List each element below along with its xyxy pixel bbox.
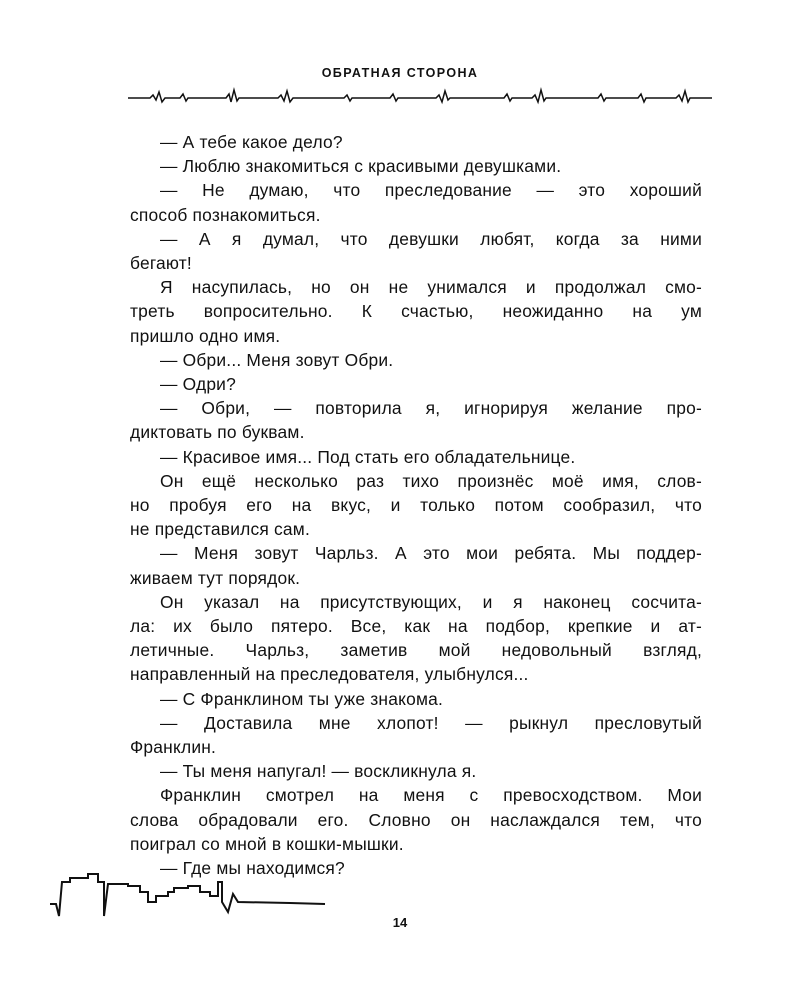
text-line: летичные. Чарльз, заметив мой недовольный взгляд, [130, 640, 702, 661]
text-line: — Доставила мне хлопот! — рыкнул пресловутый [160, 712, 702, 733]
text-line: — Не думаю, что преследование — это хороший [160, 180, 702, 201]
text-line: — Меня зовут Чарльз. А это мои ребята. Мы поддер- [160, 543, 702, 564]
text-line: поиграл со мной в кошки-мышки. [130, 833, 404, 854]
text-line: — А я думал, что девушки любят, когда за ними [160, 228, 702, 249]
text-line: треть вопросительно. К счастью, неожиданно на ум [130, 301, 702, 322]
text-line: — Красивое имя... Под стать его обладательнице. [160, 446, 576, 467]
text-line: Я насупилась, но он не унимался и продолжал смо- [160, 277, 702, 298]
text-line: живаем тут порядок. [130, 567, 301, 588]
text-line: слова обрадовали его. Словно он наслаждался тем, что [130, 809, 702, 830]
text-line: — Где мы находимся? [160, 858, 345, 879]
text-line: — Одри? [160, 374, 236, 395]
text-line: — С Франклином ты уже знакома. [160, 688, 444, 709]
text-line: Франклин. [130, 737, 217, 758]
text-line: — Обри... Меня зовут Обри. [160, 349, 394, 370]
page-number: 14 [392, 915, 408, 930]
text-line: способ познакомиться. [130, 204, 321, 225]
text-line: не представился сам. [130, 519, 310, 540]
text-line: диктовать по буквам. [130, 422, 305, 443]
text-line: но пробуя его на вкус, и только потом сообразил, что [130, 495, 702, 516]
text-line: пришло одно имя. [130, 325, 281, 346]
text-line: — А тебе какое дело? [160, 132, 343, 152]
text-line: — Ты меня напугал! — воскликнула я. [160, 761, 477, 782]
text-line: — Обри, — повторила я, игнорируя желание про- [160, 398, 702, 419]
text-line: Франклин смотрел на меня с превосходством. Мои [160, 785, 702, 806]
text-line: бегают! [130, 253, 192, 274]
text-line: Он указал на присутствующих, и я наконец сосчита- [160, 591, 702, 612]
text-line: — Люблю знакомиться с красивыми девушками. [160, 156, 562, 177]
text-line: Он ещё несколько раз тихо произнёс моё имя, слов- [160, 470, 702, 491]
body-text [130, 130, 702, 880]
running-header-title: ОБРАТНАЯ СТОРОНА [321, 66, 479, 80]
header-heartbeat-line [128, 86, 712, 110]
text-line: направленный на преследователя, улыбнулся... [130, 664, 529, 685]
text-line: ла: их было пятеро. Все, как на подбор, крепкие и ат- [130, 616, 702, 637]
